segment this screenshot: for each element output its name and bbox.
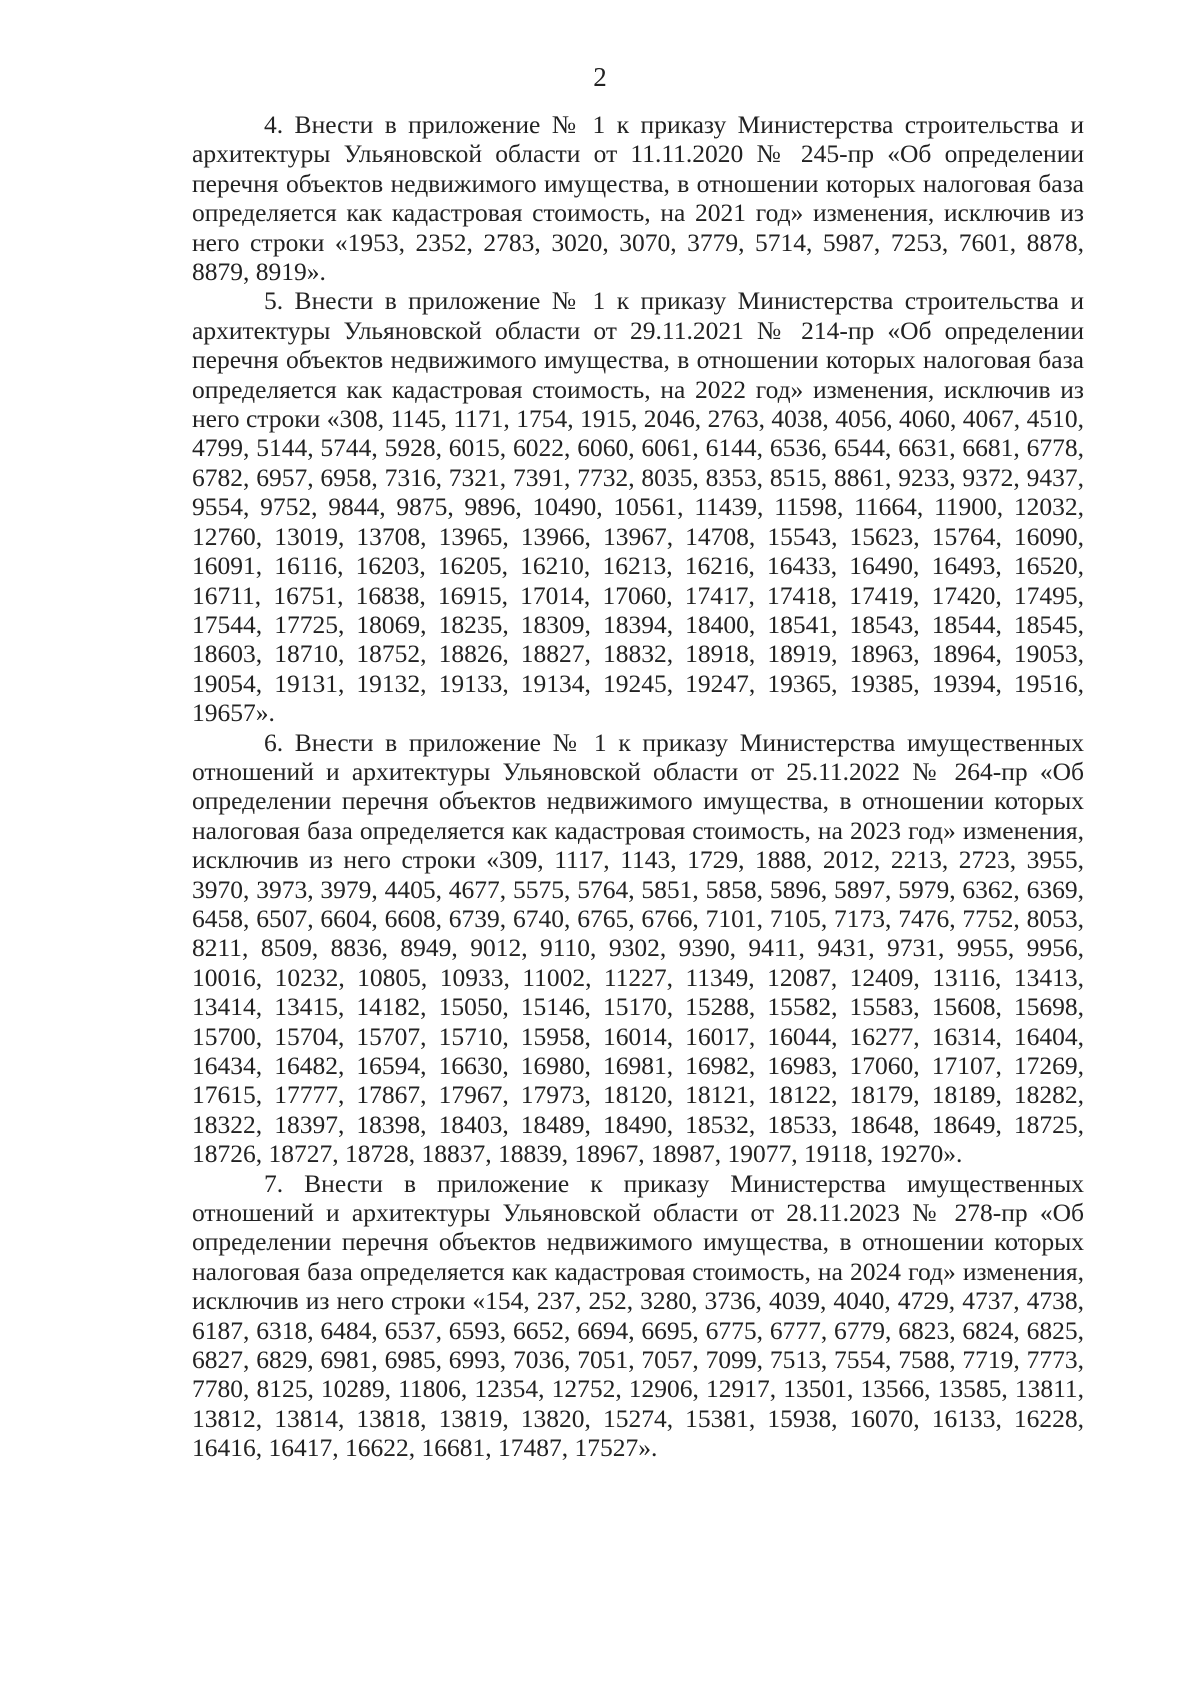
- page-number: 2: [593, 62, 607, 92]
- paragraph-item-5: 5. Внести в приложение № 1 к приказу Министерства строительства и архитектуры Ульяновской области от 29.11.2021 № 214-пр «Об определении перечня объектов недвижимого имущества, в отношении которых налоговая база определяется как кадастровая стоимость, на 2022 год» изменения, исключив из него строки «308, 1145, 1171, 1754, 1915, 2046, 2763, 4038, 4056, 4060, 4067, 4510, 4799, 5144, 5744, 5928, 6015, 6022, 6060, 6061, 6144, 6536, 6544, 6631, 6681, 6778, 6782, 6957, 6958, 7316, 7321, 7391, 7732, 8035, 8353, 8515, 8861, 9233, 9372, 9437, 9554, 9752, 9844, 9875, 9896, 10490, 10561, 11439, 11598, 11664, 11900, 12032, 12760, 13019, 13708, 13965, 13966, 13967, 14708, 15543, 15623, 15764, 16090, 16091, 16116, 16203, 16205, 16210, 16213, 16216, 16433, 16490, 16493, 16520, 16711, 16751, 16838, 16915, 17014, 17060, 17417, 17418, 17419, 17420, 17495, 17544, 17725, 18069, 18235, 18309, 18394, 18400, 18541, 18543, 18544, 18545, 18603, 18710, 18752, 18826, 18827, 18832, 18918, 18919, 18963, 18964, 19053, 19054, 19131, 19132, 19133, 19134, 19245, 19247, 19365, 19385, 19394, 19516, 19657».: [192, 286, 1084, 728]
- document-body: [192, 110, 1084, 1463]
- paragraph-item-4: 4. Внести в приложение № 1 к приказу Министерства строительства и архитектуры Ульяновской области от 11.11.2020 № 245-пр «Об определении перечня объектов недвижимого имущества, в отношении которых налоговая база определяется как кадастровая стоимость, на 2021 год» изменения, исключив из него строки «1953, 2352, 2783, 3020, 3070, 3779, 5714, 5987, 7253, 7601, 8878, 8879, 8919».: [192, 110, 1084, 287]
- paragraph-item-7: 7. Внести в приложение к приказу Министерства имущественных отношений и архитектуры Ульяновской области от 28.11.2023 № 278-пр «Об определении перечня объектов недвижимого имущества, в отношении которых налоговая база определяется как кадастровая стоимость, на 2024 год» изменения, исключив из него строки «154, 237, 252, 3280, 3736, 4039, 4040, 4729, 4737, 4738, 6187, 6318, 6484, 6537, 6593, 6652, 6694, 6695, 6775, 6777, 6779, 6823, 6824, 6825, 6827, 6829, 6981, 6985, 6993, 7036, 7051, 7057, 7099, 7513, 7554, 7588, 7719, 7773, 7780, 8125, 10289, 11806, 12354, 12752, 12906, 12917, 13501, 13566, 13585, 13811, 13812, 13814, 13818, 13819, 13820, 15274, 15381, 15938, 16070, 16133, 16228, 16416, 16417, 16622, 16681, 17487, 17527».: [192, 1168, 1084, 1463]
- paragraph-item-6: 6. Внести в приложение № 1 к приказу Министерства имущественных отношений и архитектуры Ульяновской области от 25.11.2022 № 264-пр «Об определении перечня объектов недвижимого имущества, в отношении которых налоговая база определяется как кадастровая стоимость, на 2023 год» изменения, исключив из него строки «309, 1117, 1143, 1729, 1888, 2012, 2213, 2723, 3955, 3970, 3973, 3979, 4405, 4677, 5575, 5764, 5851, 5858, 5896, 5897, 5979, 6362, 6369, 6458, 6507, 6604, 6608, 6739, 6740, 6765, 6766, 7101, 7105, 7173, 7476, 7752, 8053, 8211, 8509, 8836, 8949, 9012, 9110, 9302, 9390, 9411, 9431, 9731, 9955, 9956, 10016, 10232, 10805, 10933, 11002, 11227, 11349, 12087, 12409, 13116, 13413, 13414, 13415, 14182, 15050, 15146, 15170, 15288, 15582, 15583, 15608, 15698, 15700, 15704, 15707, 15710, 15958, 16014, 16017, 16044, 16277, 16314, 16404, 16434, 16482, 16594, 16630, 16980, 16981, 16982, 16983, 17060, 17107, 17269, 17615, 17777, 17867, 17967, 17973, 18120, 18121, 18122, 18179, 18189, 18282, 18322, 18397, 18398, 18403, 18489, 18490, 18532, 18533, 18648, 18649, 18725, 18726, 18727, 18728, 18837, 18839, 18967, 18987, 19077, 19118, 19270».: [192, 727, 1084, 1169]
